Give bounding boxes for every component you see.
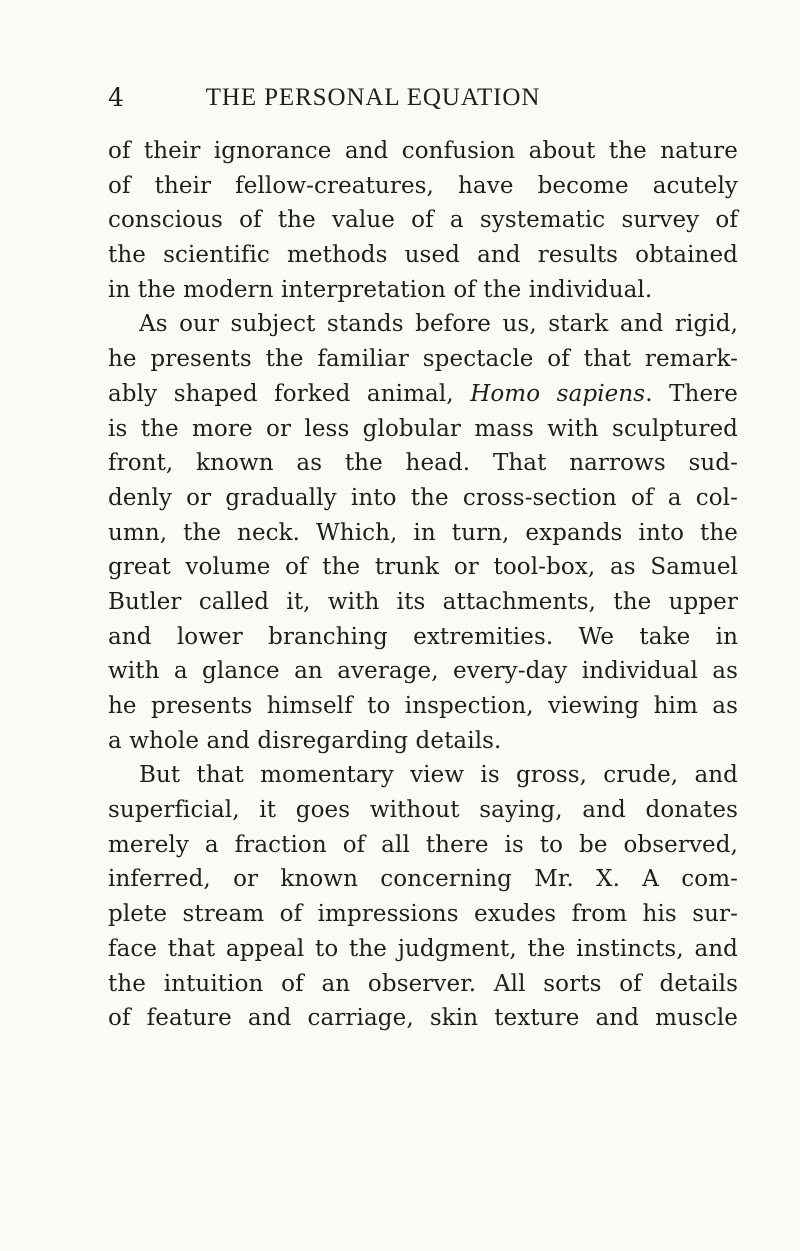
- text-line: conscious of the value of a systematic survey of: [108, 207, 738, 234]
- text-line: the scientific methods used and results obtained: [108, 242, 738, 269]
- italic-phrase: Homo sapiens: [470, 380, 646, 407]
- text-line: and lower branching extremities. We take in: [108, 623, 738, 650]
- text-line: face that appeal to the judgment, the instincts, and: [108, 935, 738, 962]
- text-line: the intuition of an observer. All sorts of details: [108, 970, 738, 997]
- text-line: front, known as the head. That narrows sud-: [108, 450, 738, 477]
- text-line: with a glance an average, every-day individual as: [108, 658, 738, 685]
- text-line: denly or gradually into the cross-section of a col-: [108, 484, 738, 511]
- text-segment: ably shaped forked animal,: [108, 380, 471, 407]
- text-line: Butler called it, with its attachments, the upper: [108, 588, 738, 615]
- body-text: [108, 134, 738, 1036]
- text-line: he presents the familiar spectacle of that remark-: [108, 346, 738, 373]
- text-line: umn, the neck. Which, in turn, expands into the: [108, 519, 738, 546]
- text-line: of their fellow-creatures, have become acutely: [108, 172, 738, 199]
- text-line-with-italic: [108, 377, 738, 412]
- text-segment: . There: [645, 380, 738, 407]
- text-line: is the more or less globular mass with sculptured: [108, 415, 738, 442]
- text-line: in the modern interpretation of the individual.: [108, 276, 653, 303]
- text-line: of feature and carriage, skin texture and muscle: [108, 1005, 738, 1032]
- paragraph-start-line: As our subject stands before us, stark and rigid,: [139, 311, 738, 338]
- page-header: [108, 78, 638, 118]
- text-line: superficial, it goes without saying, and donates: [108, 797, 738, 824]
- text-line: he presents himself to inspection, viewing him as: [108, 693, 738, 719]
- text-line: plete stream of impressions exudes from his sur-: [108, 901, 738, 928]
- text-line: of their ignorance and confusion about the nature: [108, 138, 738, 164]
- text-line: great volume of the trunk or tool-box, as Samuel: [108, 554, 738, 581]
- running-head: THE PERSONAL EQUATION: [205, 84, 541, 111]
- text-line: merely a fraction of all there is to be observed,: [108, 831, 738, 858]
- text-line: a whole and disregarding details.: [108, 727, 502, 754]
- page-number: 4: [108, 83, 124, 112]
- paragraph-start-line: But that momentary view is gross, crude, and: [139, 762, 738, 789]
- text-line: inferred, or known concerning Mr. X. A com-: [108, 866, 738, 893]
